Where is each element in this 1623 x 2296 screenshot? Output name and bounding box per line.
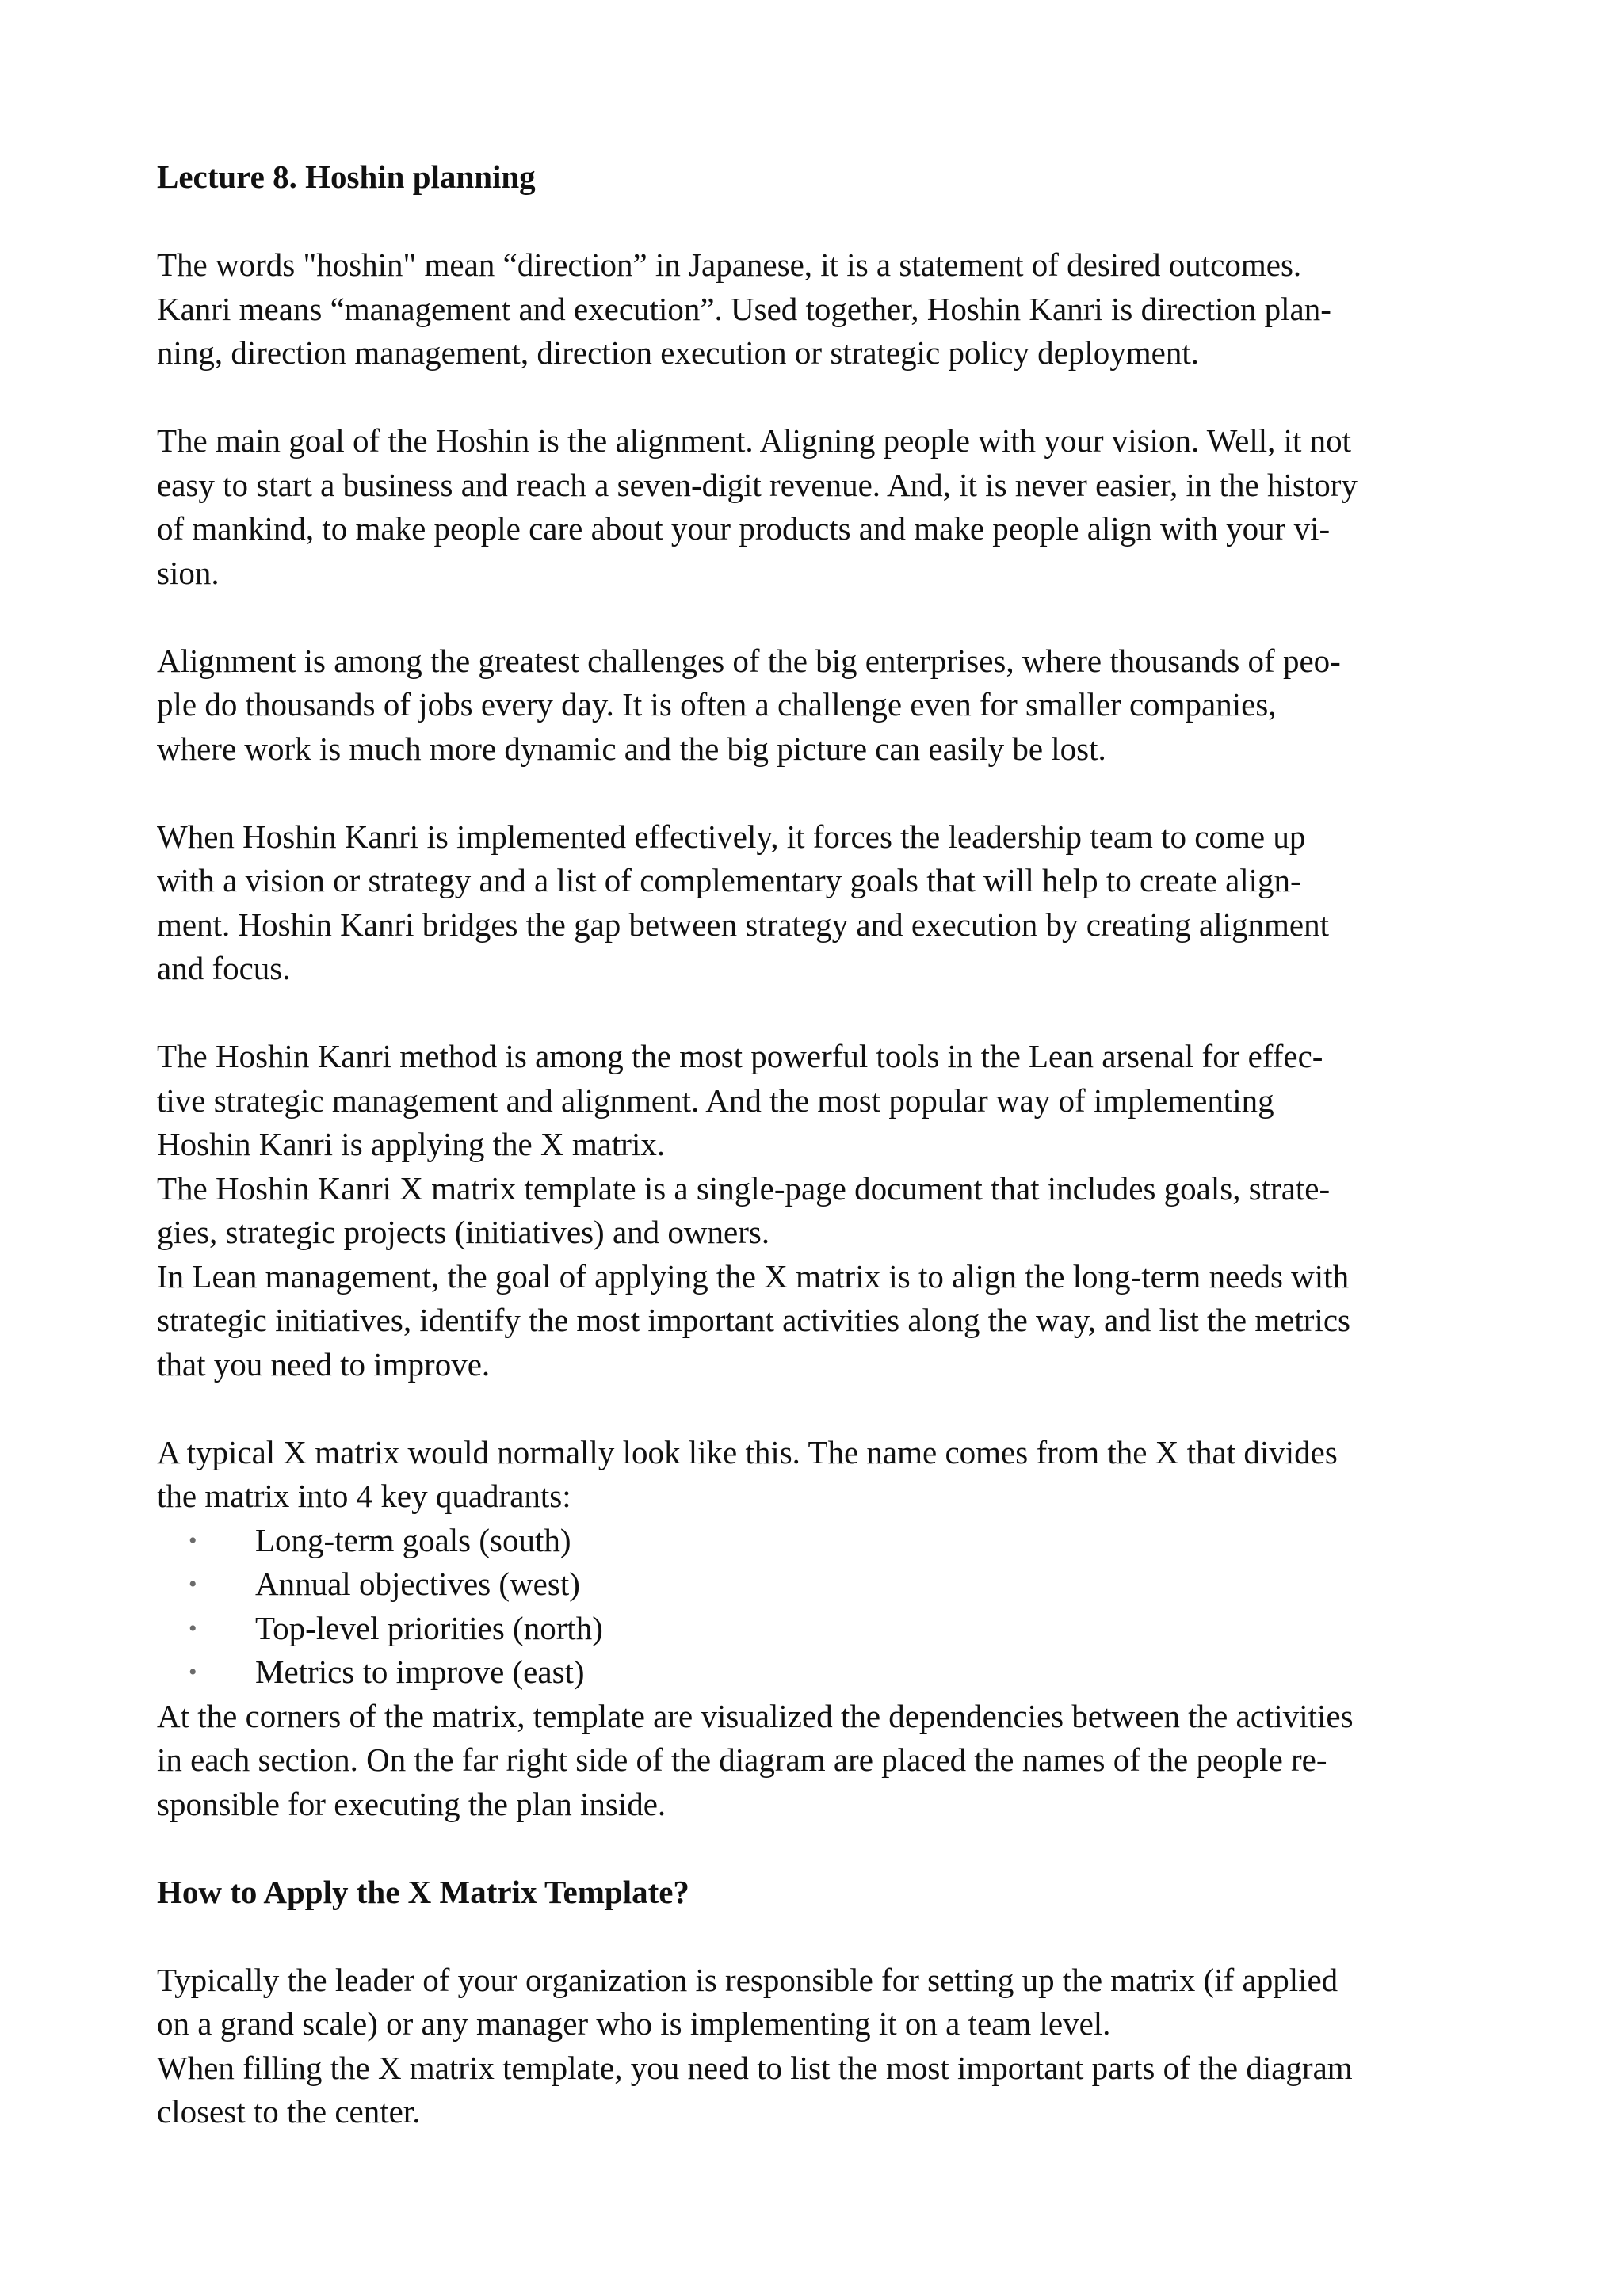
text-line: strategic initiatives, identify the most important activities along the way, and list the metrics [157, 1302, 1351, 1338]
spacer [157, 1826, 1488, 1871]
text-line: gies, strategic projects (initiatives) and owners. [157, 1214, 770, 1250]
alignment-paragraph [157, 419, 1488, 595]
text-line: In Lean management, the goal of applying the X matrix is to align the long-term needs with [157, 1257, 1350, 1295]
bullet-icon: • [189, 1659, 197, 1685]
text-line: of mankind, to make people care about your products and make people align with your vi- [157, 510, 1331, 547]
challenge-paragraph [157, 639, 1488, 772]
apply-paragraph [157, 1958, 1488, 2134]
bullet-icon: • [189, 1615, 197, 1642]
text-line: that you need to improve. [157, 1345, 491, 1383]
list-item [157, 1650, 1488, 1695]
text-line: A typical X matrix would normally look like this. The name comes from the X that divides [157, 1433, 1338, 1470]
list-item-text: Long-term goals (south) [255, 1521, 571, 1558]
corners-paragraph [157, 1695, 1488, 1827]
spacer [157, 376, 1488, 420]
spacer [157, 771, 1488, 815]
text-line: When filling the X matrix template, you need to list the most important parts of the diagram [157, 2049, 1353, 2086]
document-page [157, 155, 1488, 2134]
implementation-paragraph [157, 815, 1488, 991]
intro-paragraph [157, 243, 1488, 376]
quadrant-list [157, 1519, 1488, 1695]
text-line: closest to the center. [157, 2093, 421, 2130]
list-item-text: Top-level priorities (north) [255, 1609, 603, 1646]
text-line: Kanri means “management and execution”. Used together, Hoshin Kanri is direction plan- [157, 290, 1331, 327]
text-line: with a vision or strategy and a list of complementary goals that will help to create align- [157, 862, 1301, 898]
list-item-text: Metrics to improve (east) [255, 1653, 585, 1690]
text-line: the matrix into 4 key quadrants: [157, 1478, 571, 1514]
list-item [157, 1607, 1488, 1651]
text-line: and focus. [157, 950, 291, 986]
text-line: The words "hoshin" mean “direction” in Japanese, it is a statement of desired outcomes. [157, 246, 1302, 283]
matrix-intro-paragraph [157, 1431, 1488, 1519]
text-line: where work is much more dynamic and the big picture can easily be lost. [157, 730, 1106, 767]
lecture-title: Lecture 8. Hoshin planning [157, 158, 536, 195]
bullet-icon: • [189, 1571, 197, 1597]
spacer [157, 200, 1488, 244]
text-line: At the corners of the matrix, template are visualized the dependencies between the activities [157, 1697, 1354, 1734]
text-line: sion. [157, 554, 220, 591]
text-line: Alignment is among the greatest challenges of the big enterprises, where thousands of peo- [157, 642, 1341, 679]
text-line: The Hoshin Kanri method is among the most powerful tools in the Lean arsenal for effec- [157, 1038, 1323, 1074]
text-line: When Hoshin Kanri is implemented effectively, it forces the leadership team to come up [157, 818, 1306, 855]
list-item-text: Annual objectives (west) [255, 1566, 580, 1602]
text-line: ning, direction management, direction execution or strategic policy deployment. [157, 334, 1200, 371]
section-heading: How to Apply the X Matrix Template? [157, 1873, 689, 1910]
text-line: ment. Hoshin Kanri bridges the gap between strategy and execution by creating alignment [157, 906, 1329, 943]
text-line: sponsible for executing the plan inside. [157, 1785, 666, 1822]
method-paragraph [157, 1035, 1488, 1386]
list-item [157, 1519, 1488, 1563]
text-line: The main goal of the Hoshin is the alignment. Aligning people with your vision. Well, it not [157, 422, 1352, 459]
list-item [157, 1562, 1488, 1607]
spacer [157, 595, 1488, 639]
text-line: ple do thousands of jobs every day. It is often a challenge even for smaller companies, [157, 686, 1277, 723]
text-line: easy to start a business and reach a seven-digit revenue. And, it is never easier, in the history [157, 466, 1358, 503]
text-line: tive strategic management and alignment. And the most popular way of implementing [157, 1081, 1274, 1119]
spacer [157, 1914, 1488, 1958]
text-line: The Hoshin Kanri X matrix template is a single-page document that includes goals, strate- [157, 1169, 1331, 1207]
spacer [157, 1386, 1488, 1431]
text-line: on a grand scale) or any manager who is implementing it on a team level. [157, 2005, 1111, 2042]
text-line: in each section. On the far right side of the diagram are placed the names of the people re- [157, 1741, 1327, 1778]
spacer [157, 991, 1488, 1035]
bullet-icon: • [189, 1527, 197, 1554]
text-line: Hoshin Kanri is applying the X matrix. [157, 1126, 666, 1162]
text-line: Typically the leader of your organization is responsible for setting up the matrix (if applied [157, 1961, 1338, 1998]
